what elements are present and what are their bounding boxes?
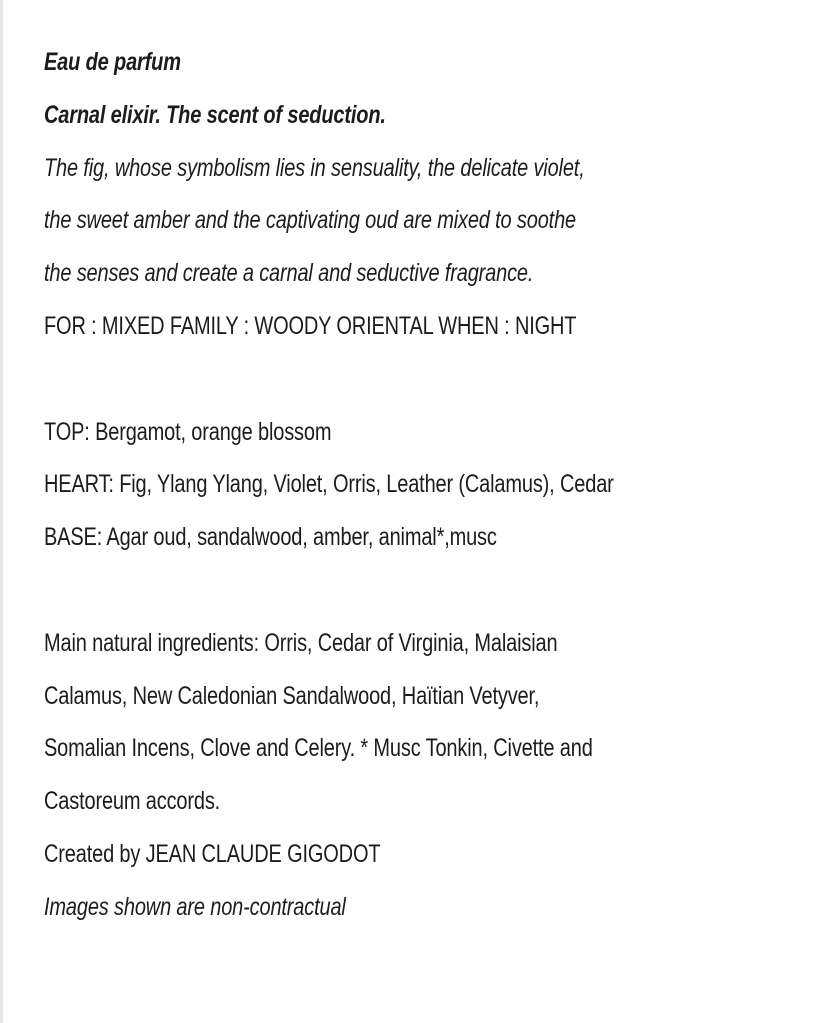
heart-notes: HEART: Fig, Ylang Ylang, Violet, Orris, Leather (Calamus), Cedar <box>44 470 614 499</box>
spacer <box>44 564 660 617</box>
left-border <box>0 0 3 1023</box>
ingredients-line: Somalian Incens, Clove and Celery. * Musc Tonkin, Civette and <box>44 734 593 763</box>
product-tagline: Carnal elixir. The scent of seduction. <box>44 100 386 129</box>
ingredients-line: Main natural ingredients: Orris, Cedar of Virginia, Malaisian <box>44 628 558 657</box>
spacer <box>44 353 660 406</box>
product-type: Eau de parfum <box>44 48 181 76</box>
top-notes: TOP: Bergamot, orange blossom <box>44 417 332 446</box>
ingredients-line: Castoreum accords. <box>44 787 221 816</box>
ingredients-line: Calamus, New Caledonian Sandalwood, Haïtian Vetyver, <box>44 681 540 710</box>
description-line: the senses and create a carnal and seductive fragrance. <box>44 259 534 288</box>
creator-credit: Created by JEAN CLAUDE GIGODOT <box>44 839 381 868</box>
description-line: the sweet amber and the captivating oud are mixed to soothe <box>44 206 577 235</box>
base-notes: BASE: Agar oud, sandalwood, amber, animal*,musc <box>44 523 497 552</box>
attributes-line: FOR : MIXED FAMILY : WOODY ORIENTAL WHEN : NIGHT <box>44 311 577 340</box>
description-line: The fig, whose symbolism lies in sensuality, the delicate violet, <box>44 153 585 182</box>
product-description <box>44 36 660 934</box>
disclaimer: Images shown are non-contractual <box>44 892 346 921</box>
